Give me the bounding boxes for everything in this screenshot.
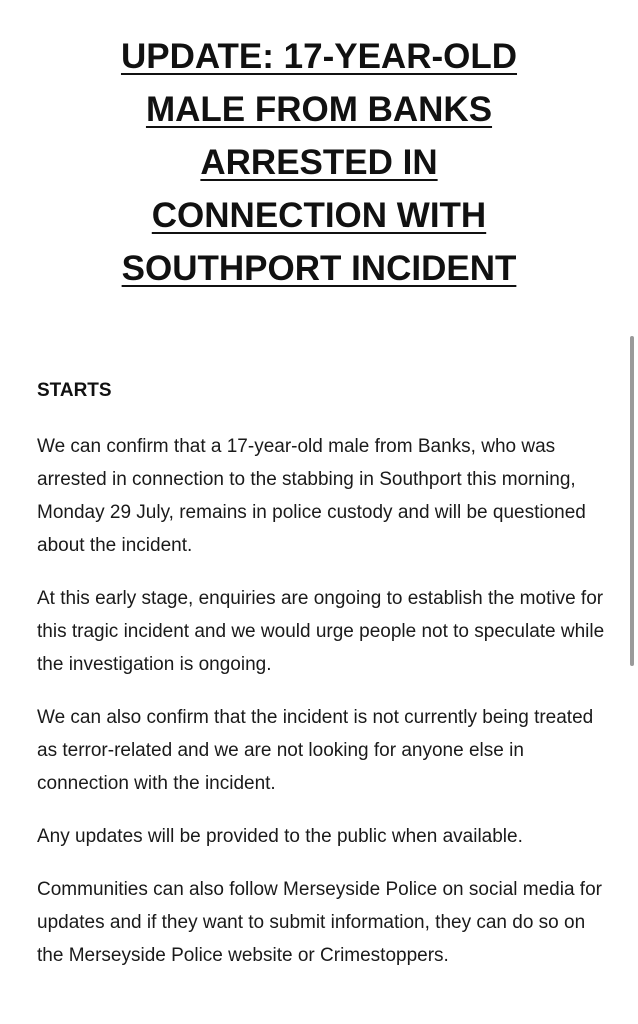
- article-headline: [40, 30, 598, 295]
- section-label: STARTS: [37, 380, 112, 401]
- article-paragraph-1: We can confirm that a 17-year-old male from Banks, who was arrested in connection to the stabbing in Southport this morning, Monday 29 July, remains in police custody and will be questioned about the incident.: [37, 436, 586, 556]
- article-paragraph-4: Any updates will be provided to the public when available.: [37, 826, 523, 847]
- headline-line-5: SOUTHPORT INCIDENT: [121, 249, 517, 288]
- headline-line-4: CONNECTION WITH: [151, 196, 487, 235]
- headline-line-1: UPDATE: 17-YEAR-OLD: [120, 37, 518, 76]
- article-paragraph-2: At this early stage, enquiries are ongoing to establish the motive for this tragic incident and we would urge people not to speculate while the investigation is ongoing.: [37, 588, 605, 675]
- headline-line-3: ARRESTED IN: [200, 143, 438, 182]
- headline-line-2: MALE FROM BANKS: [145, 90, 493, 129]
- article-paragraph-3: We can also confirm that the incident is not currently being treated as terror-related and we are not looking for anyone else in connection with the incident.: [37, 707, 594, 794]
- vertical-scrollbar-thumb[interactable]: [630, 336, 634, 666]
- article-paragraph-5: Communities can also follow Merseyside Police on social media for updates and if they want to submit information, they can do so on the Merseyside Police website or Crimestoppers.: [37, 879, 602, 966]
- article-body: [37, 374, 607, 992]
